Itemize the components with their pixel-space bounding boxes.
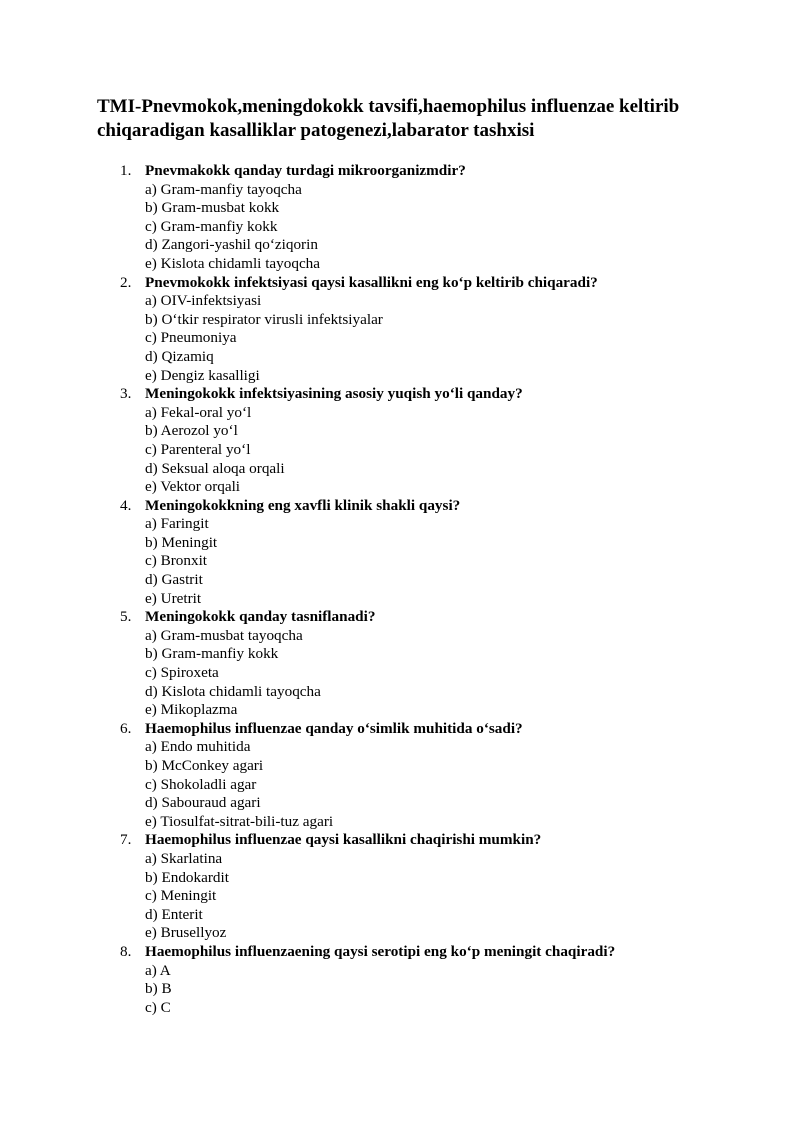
answer-option: d) Zangori-yashil qo‘ziqorin (145, 236, 318, 254)
answer-option: e) Kislota chidamli tayoqcha (145, 254, 321, 272)
answer-option: c) Parenteral yo‘l (145, 440, 251, 458)
answer-option: b) Endokardit (145, 868, 229, 886)
question-item (0, 385, 800, 497)
question-number: 2. (120, 273, 132, 291)
question-line (0, 608, 800, 627)
question-text: Meningokokkning eng xavfli klinik shakli qaysi? (145, 496, 461, 514)
answer-option: a) OIV-infektsiyasi (145, 292, 262, 310)
question-number: 4. (120, 496, 132, 514)
answer-option: d) Sabouraud agari (145, 794, 261, 812)
answer-options (0, 738, 800, 831)
answer-option: a) Skarlatina (145, 849, 223, 867)
answer-option: b) B (145, 980, 172, 998)
question-line (0, 720, 800, 739)
question-item (0, 608, 800, 720)
question-number: 1. (120, 162, 132, 179)
question-item (0, 943, 800, 1017)
answer-option: a) Gram-manfiy tayoqcha (145, 180, 302, 198)
document-title: TMI-Pnevmokok,meningdokokk tavsifi,haemophilus influenzae keltirib chiqaradigan kasalliklar patogenezi,labarator tashxisi (97, 96, 680, 141)
answer-option: b) McConkey agari (145, 757, 264, 774)
question-text: Haemophilus influenzae qaysi kasallikni chaqirishi mumkin? (145, 831, 542, 849)
question-number: 3. (120, 385, 132, 403)
answer-option: c) C (145, 998, 171, 1016)
answer-option: c) Bronxit (145, 552, 208, 570)
question-line (0, 274, 800, 293)
answer-options (0, 404, 800, 497)
answer-option: a) Gram-musbat tayoqcha (145, 626, 303, 644)
question-text: Haemophilus influenzaening qaysi serotipi eng ko‘p meningit chaqiradi? (145, 942, 616, 960)
question-item (0, 497, 800, 609)
answer-option: e) Dengiz kasalligi (145, 366, 260, 384)
answer-option: c) Shokoladli agar (145, 775, 257, 793)
answer-option: b) Aerozol yo‘l (145, 422, 238, 440)
question-text: Pnevmakokk qanday turdagi mikroorganizmdir? (145, 162, 466, 179)
answer-option: a) Faringit (145, 515, 209, 533)
answer-options (0, 627, 800, 720)
question-list (0, 162, 800, 1017)
question-text: Haemophilus influenzae qanday o‘simlik muhitida o‘sadi? (145, 719, 523, 737)
answer-option: e) Brusellyoz (145, 924, 227, 942)
answer-options (0, 962, 800, 1018)
answer-options (0, 515, 800, 608)
answer-option: d) Qizamiq (145, 347, 214, 365)
answer-options (0, 292, 800, 385)
question-item (0, 831, 800, 943)
question-number: 8. (120, 942, 132, 960)
answer-option: c) Gram-manfiy kokk (145, 217, 278, 235)
answer-option: c) Spiroxeta (145, 664, 219, 682)
question-item (0, 720, 800, 832)
answer-option: e) Vektor orqali (145, 478, 241, 496)
answer-option: d) Kislota chidamli tayoqcha (145, 682, 321, 700)
answer-options (0, 181, 800, 274)
question-line (0, 385, 800, 404)
answer-option: b) Gram-manfiy kokk (145, 645, 279, 663)
question-text: Meningokokk infektsiyasining asosiy yuqish yo‘li qanday? (145, 385, 523, 403)
answer-option: c) Pneumoniya (145, 329, 237, 347)
answer-option: a) A (145, 961, 171, 979)
answer-option: e) Mikoplazma (145, 701, 238, 719)
question-text: Meningokokk qanday tasniflanadi? (145, 608, 376, 626)
question-number: 6. (120, 719, 132, 737)
answer-option: a) Endo muhitida (145, 738, 251, 756)
answer-option: e) Tiosulfat-sitrat-bili-tuz agari (145, 812, 334, 830)
question-text: Pnevmokokk infektsiyasi qaysi kasallikni eng ko‘p keltirib chiqaradi? (145, 273, 598, 291)
question-number: 5. (120, 608, 132, 626)
question-line (0, 162, 800, 181)
answer-option: b) Meningit (145, 533, 218, 551)
question-item (0, 274, 800, 386)
answer-option: b) O‘tkir respirator virusli infektsiyalar (145, 310, 383, 328)
answer-option: d) Seksual aloqa orqali (145, 459, 285, 477)
answer-option: c) Meningit (145, 887, 217, 905)
question-line (0, 943, 800, 962)
question-line (0, 831, 800, 850)
answer-options (0, 850, 800, 943)
question-line (0, 497, 800, 516)
question-item (0, 162, 800, 274)
answer-option: d) Gastrit (145, 571, 203, 589)
answer-option: b) Gram-musbat kokk (145, 199, 280, 217)
answer-option: e) Uretrit (145, 589, 202, 607)
answer-option: d) Enterit (145, 905, 203, 923)
answer-option: a) Fekal-oral yo‘l (145, 403, 252, 421)
question-number: 7. (120, 831, 132, 849)
